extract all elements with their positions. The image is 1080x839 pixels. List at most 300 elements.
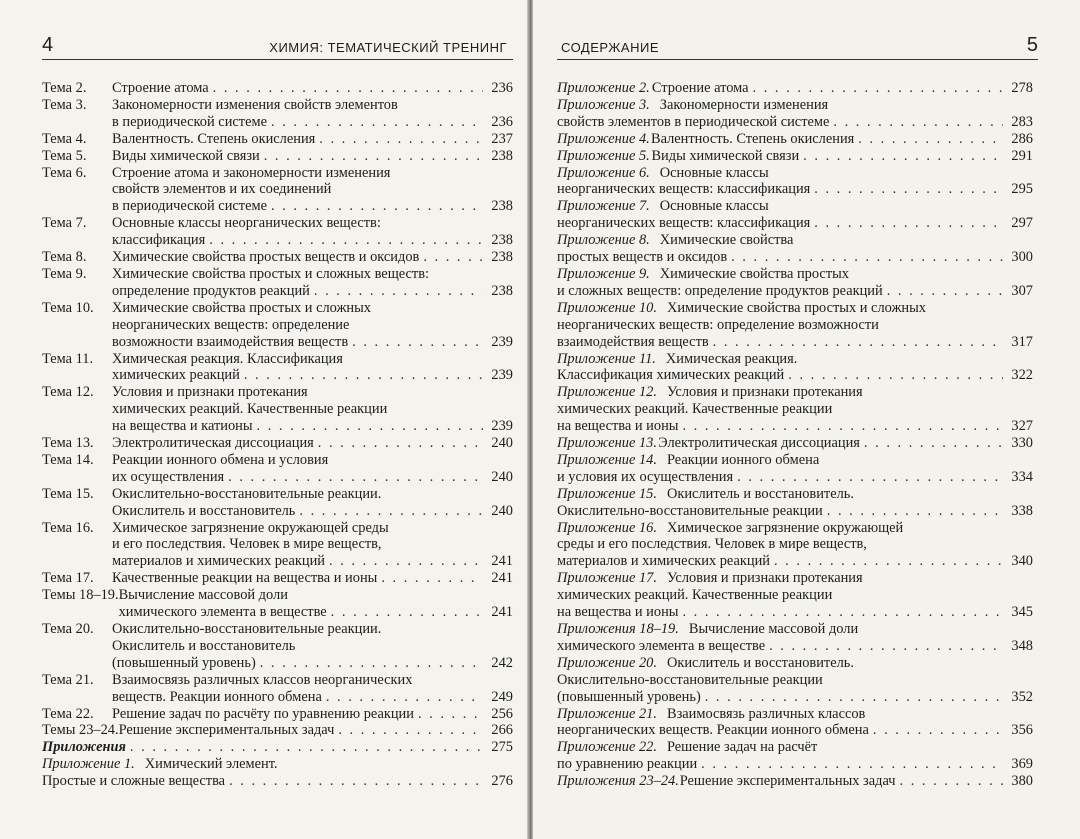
title-line xyxy=(112,655,513,672)
appendix-title xyxy=(557,435,1033,452)
toc-entry xyxy=(42,756,513,790)
title-text: Окислитель и восстановитель. xyxy=(666,654,854,671)
toc-entry xyxy=(557,131,1033,148)
topic-title xyxy=(112,165,513,216)
toc-entry xyxy=(42,80,513,97)
title-text: материалов и химических реакций xyxy=(112,553,325,570)
title-text: Окислитель и восстановитель xyxy=(112,502,296,519)
topic-label: Тема 6. xyxy=(42,164,87,181)
title-text: Решение экспериментальных задач xyxy=(118,722,335,739)
title-text: химических реакций. Качественные реакции xyxy=(557,401,833,418)
appendix-label: Приложение 16. xyxy=(557,519,657,536)
topic-label: Тема 10. xyxy=(42,299,94,316)
dot-leader xyxy=(774,553,1003,570)
appendix-label: Приложение 21. xyxy=(557,705,657,722)
topic-title xyxy=(112,452,513,486)
title-line xyxy=(112,570,513,587)
dot-leader xyxy=(814,215,1003,232)
title-line xyxy=(557,773,1033,790)
appendix-1-body xyxy=(42,756,513,790)
title-text: в периодической системе xyxy=(112,198,267,215)
title-text: Электролитическая диссоциация xyxy=(112,435,314,452)
title-text: Условия и признаки протекания xyxy=(666,384,863,401)
table-of-contents-right xyxy=(557,80,1033,790)
title-line xyxy=(557,418,1033,435)
title-text: неорганических веществ: классификация xyxy=(557,215,811,232)
toc-entry xyxy=(557,165,1033,199)
title-line xyxy=(112,165,513,182)
toc-entry xyxy=(42,97,513,131)
title-line xyxy=(112,503,513,520)
page-ref: 238 xyxy=(491,282,513,299)
topic-title xyxy=(112,486,513,520)
appendix-title xyxy=(557,384,1033,435)
title-line xyxy=(112,469,513,486)
title-text: Виды химической связи xyxy=(112,147,260,164)
title-line xyxy=(557,503,1033,520)
title-line xyxy=(557,655,1033,672)
page-ref: 249 xyxy=(491,688,513,705)
title-text: Строение атома xyxy=(112,80,209,96)
title-text: (повышенный уровень) xyxy=(112,654,256,671)
topic-label: Тема 17. xyxy=(42,570,94,587)
page-ref: 275 xyxy=(491,739,513,756)
page-ref: 236 xyxy=(491,80,513,96)
title-line xyxy=(112,672,513,689)
page-number: 4 xyxy=(42,34,54,56)
title-line xyxy=(112,181,513,198)
page-ref: 240 xyxy=(491,502,513,519)
toc-entry xyxy=(42,165,513,216)
title-text: Окислительно-восстановительные реакции. xyxy=(112,621,382,637)
topic-label: Тема 20. xyxy=(42,621,94,637)
title-text: на вещества и ионы xyxy=(557,418,679,435)
toc-entry xyxy=(42,300,513,351)
topic-label: Тема 8. xyxy=(42,249,87,266)
page-ref: 238 xyxy=(491,232,513,249)
toc-entry xyxy=(42,131,513,148)
page-ref: 238 xyxy=(491,147,513,164)
topic-label: Тема 3. xyxy=(42,96,87,113)
dot-leader xyxy=(731,249,1003,266)
title-text: Химический элемент. xyxy=(144,756,278,773)
toc-entry xyxy=(42,215,513,249)
title-text: на вещества и ионы xyxy=(557,604,679,621)
left-page-header xyxy=(42,0,513,60)
page-ref: 266 xyxy=(491,722,513,739)
toc-entry xyxy=(42,384,513,435)
title-text: Строение атома xyxy=(651,80,749,96)
topic-title xyxy=(112,672,513,706)
title-line xyxy=(112,435,513,452)
appendix-title xyxy=(557,520,1033,571)
dot-leader xyxy=(753,80,1003,97)
title-line xyxy=(112,232,513,249)
toc-entry xyxy=(557,300,1033,351)
toc-entry xyxy=(557,80,1033,97)
page-ref: 241 xyxy=(491,570,513,587)
toc-entry xyxy=(557,452,1033,486)
title-line xyxy=(557,469,1033,486)
page-ref: 241 xyxy=(491,604,513,621)
topic-label: Тема 16. xyxy=(42,519,94,536)
title-text: взаимодействия веществ xyxy=(557,333,709,350)
page-ref: 256 xyxy=(491,705,513,722)
title-line xyxy=(112,249,513,266)
topic-label: Тема 11. xyxy=(42,350,94,367)
topic-label: Тема 22. xyxy=(42,705,94,722)
dot-leader xyxy=(352,334,483,351)
title-text: Химическая реакция. Классификация xyxy=(112,350,343,367)
title-text: неорганических веществ. Реакции ионного обмена xyxy=(557,722,869,739)
page-ref: 278 xyxy=(1011,80,1033,96)
title-text: неорганических веществ: классификация xyxy=(557,181,811,198)
page-ref: 242 xyxy=(491,654,513,671)
topic-label: Тема 14. xyxy=(42,451,94,468)
title-text: Решение экспериментальных задач xyxy=(679,773,896,790)
title-line xyxy=(42,773,513,790)
dot-leader xyxy=(769,638,1003,655)
appendix-label: Приложение 20. xyxy=(557,654,657,671)
title-line xyxy=(557,165,1033,182)
title-line xyxy=(557,553,1033,570)
topic-title xyxy=(112,148,513,165)
page-ref: 345 xyxy=(1011,604,1033,621)
page-ref: 307 xyxy=(1011,282,1033,299)
dot-leader xyxy=(130,739,483,756)
title-text: (повышенный уровень) xyxy=(557,688,701,705)
appendix-label: Приложение 4. xyxy=(557,130,650,147)
title-line xyxy=(112,486,513,503)
dot-leader xyxy=(228,469,483,486)
topic-label: Тема 4. xyxy=(42,130,87,147)
dot-leader xyxy=(713,334,1003,351)
title-text: Вычисление массовой доли xyxy=(118,587,288,604)
title-line xyxy=(557,536,1033,553)
title-line xyxy=(557,266,1033,283)
title-line xyxy=(557,80,1033,97)
topic-title xyxy=(112,249,513,266)
title-line xyxy=(557,283,1033,300)
title-line xyxy=(112,300,513,317)
title-line xyxy=(119,722,513,739)
title-line xyxy=(557,638,1033,655)
page-ref: 369 xyxy=(1011,756,1033,773)
title-text: Закономерности изменения свойств элементов xyxy=(112,96,398,113)
page-ref: 352 xyxy=(1011,688,1033,705)
toc-entry xyxy=(557,706,1033,740)
title-text: Качественные реакции на вещества и ионы xyxy=(112,570,378,587)
page-ref: 236 xyxy=(491,113,513,130)
right-page-header xyxy=(557,0,1038,60)
toc-entry xyxy=(42,266,513,300)
toc-entry xyxy=(557,739,1033,773)
dot-leader xyxy=(381,570,483,587)
title-text: Основные классы неорганических веществ: xyxy=(112,215,381,232)
appendix-title xyxy=(557,570,1033,621)
title-line xyxy=(557,604,1033,621)
dot-leader xyxy=(833,114,1003,131)
left-page xyxy=(0,0,527,839)
toc-entry xyxy=(557,570,1033,621)
dot-leader xyxy=(229,773,483,790)
title-text: Химические свойства простых и сложных xyxy=(112,299,371,316)
topic-label: Тема 15. xyxy=(42,485,94,502)
appendix-label: Приложение 1. xyxy=(42,756,135,773)
page-ref: 239 xyxy=(491,418,513,435)
title-text: Простые и сложные вещества xyxy=(42,773,226,790)
toc-entry xyxy=(42,148,513,165)
title-text: химических реакций. Качественные реакции xyxy=(557,587,833,604)
title-text: среды и его последствия. Человек в мире веществ, xyxy=(557,536,867,553)
title-text: неорганических веществ: определение возможности xyxy=(557,316,879,333)
dot-leader xyxy=(257,418,483,435)
topic-label: Тема 7. xyxy=(42,215,87,232)
title-text: Основные классы xyxy=(659,198,769,215)
dot-leader xyxy=(331,604,483,621)
toc-entry xyxy=(42,486,513,520)
toc-entry xyxy=(42,435,513,452)
page-ref: 338 xyxy=(1011,502,1033,519)
title-line xyxy=(557,689,1033,706)
dot-leader xyxy=(318,435,483,452)
title-text: Химическое загрязнение окружающей среды xyxy=(112,519,389,536)
appendix-title xyxy=(557,131,1033,148)
dot-leader xyxy=(705,689,1003,706)
title-line xyxy=(557,232,1033,249)
title-text: Химические свойства простых и сложных xyxy=(666,299,926,316)
title-line xyxy=(557,181,1033,198)
dot-leader xyxy=(423,249,483,266)
appendix-title xyxy=(557,97,1033,131)
title-line xyxy=(112,198,513,215)
page-ref: 237 xyxy=(491,130,513,147)
appendix-heading-text: Приложения xyxy=(42,739,126,756)
topic-title xyxy=(112,80,513,97)
page-ref: 356 xyxy=(1011,722,1033,739)
topic-title xyxy=(112,706,513,723)
title-line xyxy=(119,604,513,621)
title-line xyxy=(557,334,1033,351)
page-ref: 239 xyxy=(491,367,513,384)
toc-entry xyxy=(557,773,1033,790)
right-page xyxy=(533,0,1080,839)
toc-entry xyxy=(557,97,1033,131)
dot-leader xyxy=(244,367,483,384)
dot-leader xyxy=(314,283,483,300)
toc-entry xyxy=(557,621,1033,655)
title-line xyxy=(557,520,1033,537)
dot-leader xyxy=(682,604,1003,621)
title-line xyxy=(557,97,1033,114)
title-line xyxy=(112,384,513,401)
title-text: возможности взаимодействия веществ xyxy=(112,333,349,350)
dot-leader xyxy=(299,503,483,520)
dot-leader xyxy=(858,131,1003,148)
appendix-label: Приложение 8. xyxy=(557,232,650,249)
title-line xyxy=(557,351,1033,368)
title-text: и условия их осуществления xyxy=(557,468,734,485)
title-line xyxy=(557,148,1033,165)
title-text: по уравнению реакции xyxy=(557,756,698,773)
title-line xyxy=(557,756,1033,773)
appendix-title xyxy=(557,232,1033,266)
title-text: Основные классы xyxy=(659,164,769,181)
title-text: Взаимосвязь различных классов xyxy=(666,705,866,722)
dot-leader xyxy=(326,689,483,706)
title-text: неорганических веществ: определение xyxy=(112,316,350,333)
title-text: Химические свойства простых веществ и оксидов xyxy=(112,249,420,266)
title-line xyxy=(112,689,513,706)
toc-entry xyxy=(557,351,1033,385)
title-text: на вещества и катионы xyxy=(112,418,253,435)
appendix-label: Приложение 15. xyxy=(557,485,657,502)
title-text: Химические свойства xyxy=(659,232,794,249)
page-ref: 317 xyxy=(1011,333,1033,350)
title-line xyxy=(557,486,1033,503)
appendix-label: Приложение 13. xyxy=(557,435,657,452)
title-line xyxy=(557,249,1033,266)
title-line xyxy=(557,367,1033,384)
page-ref: 330 xyxy=(1011,435,1033,452)
title-text: химических реакций. Качественные реакции xyxy=(112,401,388,418)
appendix-title xyxy=(557,739,1033,773)
page-ref: 240 xyxy=(491,435,513,452)
title-text: химических реакций xyxy=(112,367,240,384)
appendix-label: Приложение 7. xyxy=(557,198,650,215)
page-ref: 241 xyxy=(491,553,513,570)
title-line xyxy=(112,401,513,418)
toc-entry xyxy=(42,672,513,706)
appendix-title xyxy=(557,300,1033,351)
title-text: Химические свойства простых и сложных веществ: xyxy=(112,265,429,282)
toc-entry xyxy=(42,722,513,739)
toc-entry xyxy=(557,520,1033,571)
appendix-label: Приложение 3. xyxy=(557,96,650,113)
appendix-label: Приложения 23–24. xyxy=(557,773,679,790)
page-ref: 322 xyxy=(1011,367,1033,384)
title-text: простых веществ и оксидов xyxy=(557,249,728,266)
title-line xyxy=(112,215,513,232)
toc-entry xyxy=(42,587,513,621)
topic-label: Тема 5. xyxy=(42,147,87,164)
dot-leader xyxy=(873,722,1003,739)
title-text: Валентность. Степень окисления xyxy=(112,130,316,147)
title-text: Решение задач по расчёту по уравнению реакции xyxy=(112,705,414,722)
title-line xyxy=(557,317,1033,334)
dot-leader xyxy=(319,131,483,148)
appendix-label: Приложение 14. xyxy=(557,451,657,468)
appendix-title xyxy=(557,655,1033,706)
dot-leader xyxy=(900,773,1004,790)
dot-leader xyxy=(737,469,1003,486)
appendix-label: Приложение 5. xyxy=(557,147,650,164)
title-line xyxy=(112,452,513,469)
toc-entry xyxy=(42,706,513,723)
page-ref: 380 xyxy=(1011,773,1033,790)
title-text: Окислительно-восстановительные реакции xyxy=(557,502,823,519)
title-text: Валентность. Степень окисления xyxy=(651,130,855,147)
title-line xyxy=(112,131,513,148)
page-ref: 238 xyxy=(491,198,513,215)
toc-entry xyxy=(557,486,1033,520)
title-text: Закономерности изменения xyxy=(659,96,829,113)
page-ref: 276 xyxy=(491,773,513,790)
toc-entry xyxy=(557,198,1033,232)
page-ref: 239 xyxy=(491,333,513,350)
appendix-title xyxy=(557,706,1033,740)
topic-label: Тема 12. xyxy=(42,384,94,401)
toc-entry xyxy=(42,249,513,266)
page-ref: 297 xyxy=(1011,215,1033,232)
page-ref: 240 xyxy=(491,468,513,485)
toc-entry xyxy=(42,570,513,587)
appendix-title xyxy=(557,80,1033,97)
title-text: Виды химической связи xyxy=(651,147,800,164)
title-line xyxy=(557,587,1033,604)
title-line xyxy=(557,300,1033,317)
topic-title xyxy=(112,131,513,148)
page-ref: 340 xyxy=(1011,553,1033,570)
title-line xyxy=(112,638,513,655)
appendix-title xyxy=(557,486,1033,520)
running-head: СОДЕРЖАНИЕ xyxy=(561,40,660,55)
dot-leader xyxy=(827,503,1003,520)
appendix-label: Приложение 12. xyxy=(557,384,657,401)
title-text: в периодической системе xyxy=(112,113,267,130)
dot-leader xyxy=(701,756,1003,773)
page-ref: 295 xyxy=(1011,181,1033,198)
title-line xyxy=(112,351,513,368)
page-ref: 291 xyxy=(1011,147,1033,164)
title-line xyxy=(112,367,513,384)
table-of-contents-left xyxy=(42,80,513,790)
toc-entry xyxy=(557,435,1033,452)
title-text: определение продуктов реакций xyxy=(112,282,310,299)
appendix-title xyxy=(557,198,1033,232)
page-ref: 334 xyxy=(1011,468,1033,485)
appendix-title xyxy=(557,773,1033,790)
appendix-heading-body xyxy=(42,739,513,756)
dot-leader xyxy=(418,706,483,723)
topic-title xyxy=(112,621,513,672)
title-text: Электролитическая диссоциация xyxy=(658,435,860,452)
dot-leader xyxy=(338,722,483,739)
title-line xyxy=(112,334,513,351)
dot-leader xyxy=(209,232,483,249)
appendix-label: Приложение 2. xyxy=(557,80,650,96)
title-line xyxy=(557,739,1033,756)
topic-label: Тема 13. xyxy=(42,435,94,452)
title-line xyxy=(112,283,513,300)
appendix-heading xyxy=(42,739,513,756)
title-text: Строение атома и закономерности изменения xyxy=(112,164,391,181)
title-line xyxy=(112,706,513,723)
title-text: веществ. Реакции ионного обмена xyxy=(112,688,322,705)
topic-title xyxy=(112,384,513,435)
toc-entry xyxy=(557,232,1033,266)
topic-label: Темы 18–19. xyxy=(42,587,119,604)
page-ref: 286 xyxy=(1011,130,1033,147)
topic-title xyxy=(112,97,513,131)
title-line xyxy=(112,520,513,537)
appendix-title xyxy=(557,452,1033,486)
topic-title xyxy=(112,300,513,351)
title-line xyxy=(557,435,1033,452)
title-line xyxy=(112,553,513,570)
appendix-label: Приложения 18–19. xyxy=(557,621,679,637)
dot-leader xyxy=(264,148,483,165)
